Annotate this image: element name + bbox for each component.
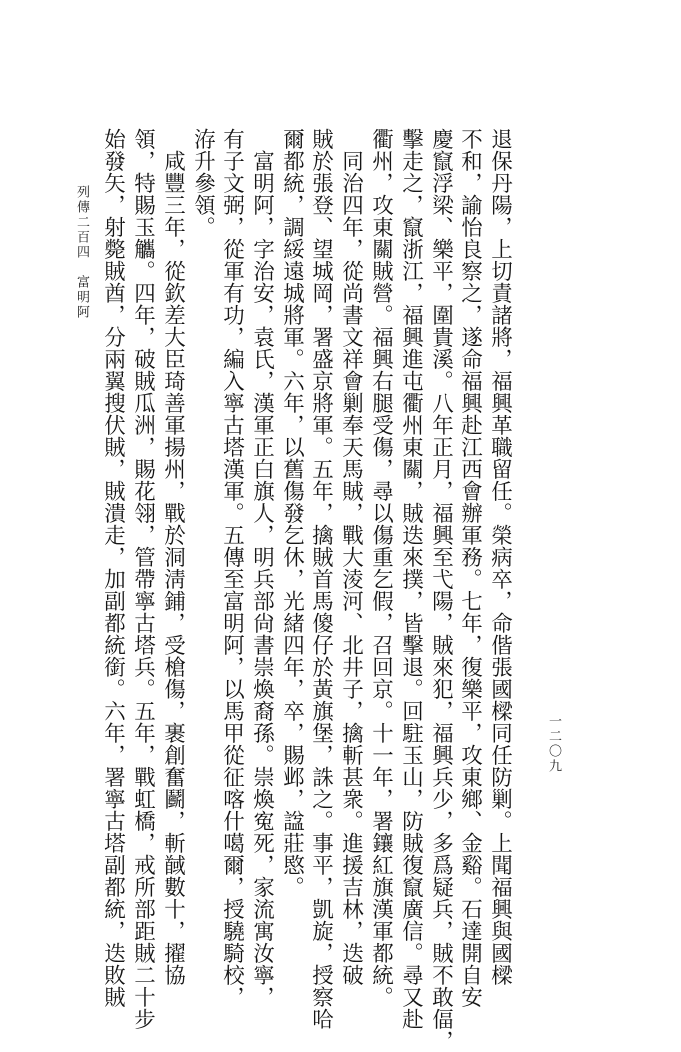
text-column: 始發矢，射斃賊酋，分兩翼搜伏賊，賊潰走，加副都統銜。六年，署寧古塔副都統，迭敗賊 (100, 128, 126, 1008)
text-column: 同治四年，從尚書文祥會剿奉天馬賊，戰大淩河、北井子，擒斬甚衆。進援吉林，迭破 (338, 150, 364, 986)
text-column: 賊於張登、望城岡，署盛京將軍。五年，擒賊首馬傻仔於黃旗堡，誅之。事平，凱旋，授察哈 (308, 128, 334, 1030)
text-column: 不和，諭怡良察之，遂命福興赴江西會辦軍務。七年，復樂平，攻東鄉、金谿。石達開自安 (457, 128, 483, 1008)
text-column: 有子文弼，從軍有功，編入寧古塔漢軍。五傳至富明阿，以馬甲從征喀什噶爾，授驍騎校， (219, 128, 245, 1008)
text-column: 衢州，攻東關賊營。福興右腿受傷，尋以傷重乞假，召回京。十一年，署鑲紅旗漢軍都統。 (368, 128, 394, 1008)
text-column: 富明阿，字治安，袁氏，漢軍正白旗人，明兵部尙書崇煥裔孫。崇煥寃死，家流寓汝寧， (249, 150, 275, 1008)
text-column: 退保丹陽，上切責諸將，福興革職留任。榮病卒，命偕張國樑同任防剿。上聞福興與國樑 (487, 128, 513, 986)
text-column: 爾都統，調綏遠城將軍。六年，以舊傷發乞休，光緒四年，卒，賜邺，諡莊愍。 (279, 128, 305, 898)
page-number: 一二〇九 (546, 714, 561, 774)
text-column: 領，特賜玉觿。四年，破賊瓜洲，賜花翎，管帶寧古塔兵。五年，戰虹橋，戒所部距賊二十步 (130, 128, 156, 1030)
text-column: 洊升參領。 (190, 128, 216, 238)
text-column: 咸豐三年，從欽差大臣琦善軍揚州，戰於洞淸鋪，受槍傷，裹創奮鬬，斬馘數十，擢協 (160, 150, 186, 986)
text-column: 擊走之，竄浙江，福興進屯衢州東關，賊迭來撲，皆擊退。回駐玉山，防賊復竄廣信。尋又赴 (398, 128, 424, 1030)
running-header: 列傳二百四 富明阿 (74, 185, 89, 320)
text-column: 慶竄浮梁、樂平，圍貴溪。八年正月，福興至弋陽，賊來犯，福興兵少，多爲疑兵，賊不敢偪， (428, 128, 454, 1052)
